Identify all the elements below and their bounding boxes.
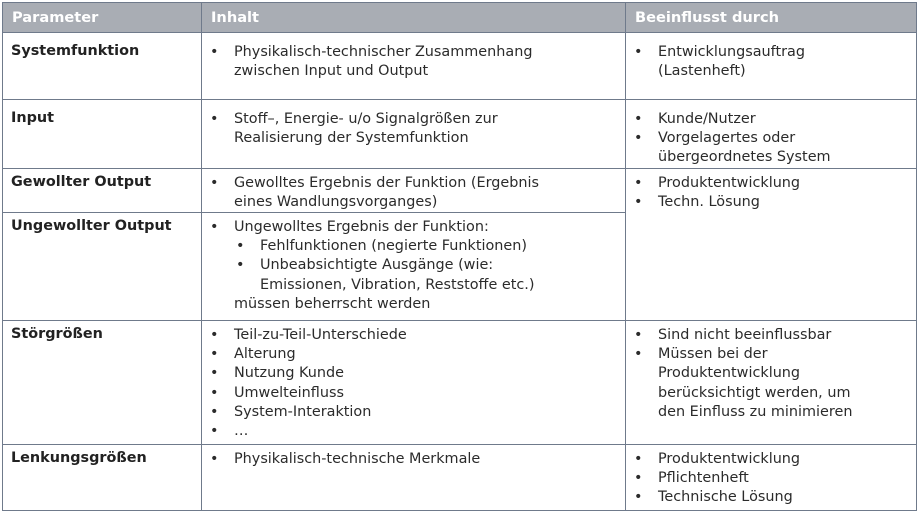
inhalt-cell [202, 213, 626, 321]
param-stoergroessen: Störgrößen [3, 321, 202, 445]
list-item: • Stoff–, Energie- u/o Signalgrößen zur Realisierung der Systemfunktion [208, 110, 617, 148]
header-row [3, 3, 917, 33]
list-item: • Ungewolltes Ergebnis der Funktion: • Fehlfunktionen (negierte Funktionen) • Unbeabsichtigte Ausgänge (wie: Emissionen, Vibration, Reststoffe etc.) müssen beherrscht werden [208, 218, 617, 314]
list-item: • Pflichtenheft [632, 469, 908, 488]
sub-list-item: • Unbeabsichtigte Ausgänge (wie: Emissionen, Vibration, Reststoffe etc.) [234, 256, 617, 294]
list-item: • Physikalisch-technische Merkmale [208, 450, 617, 469]
inhalt-cell [202, 33, 626, 100]
list-item: • Produktentwicklung [632, 174, 908, 193]
list-item: • … [208, 422, 617, 441]
list-item: • Gewolltes Ergebnis der Funktion (Ergebnis eines Wandlungsvorganges) [208, 174, 617, 212]
beeinflusst-cell [626, 321, 917, 445]
list-item: • Kunde/Nutzer [632, 110, 908, 129]
list-item: • Nutzung Kunde [208, 364, 617, 383]
inhalt-cell [202, 168, 626, 212]
list-item: • Alterung [208, 345, 617, 364]
list-item: • Müssen bei der Produktentwicklung berücksichtigt werden, um den Einfluss zu minimieren [632, 345, 908, 422]
header-parameter: Parameter [3, 3, 202, 33]
sub-list-item: • Fehlfunktionen (negierte Funktionen) [234, 237, 617, 256]
inhalt-cell [202, 445, 626, 511]
table-row [3, 445, 917, 511]
param-input: Input [3, 100, 202, 169]
table-row [3, 100, 917, 169]
list-item: • Umwelteinfluss [208, 384, 617, 403]
list-item: • Technische Lösung [632, 488, 908, 507]
table-row [3, 321, 917, 445]
inhalt-cell [202, 321, 626, 445]
header-beeinflusst: Beeinflusst durch [626, 3, 917, 33]
param-gewollter-output: Gewollter Output [3, 168, 202, 212]
beeinflusst-cell [626, 100, 917, 169]
param-lenkungsgroessen: Lenkungsgrößen [3, 445, 202, 511]
list-item: • Produktentwicklung [632, 450, 908, 469]
param-systemfunktion: Systemfunktion [3, 33, 202, 100]
table-row [3, 168, 917, 212]
list-item: • Sind nicht beeinflussbar [632, 326, 908, 345]
list-item: • Vorgelagertes oder übergeordnetes System [632, 129, 908, 167]
list-item: • System-Interaktion [208, 403, 617, 422]
beeinflusst-cell [626, 168, 917, 320]
list-item: • Techn. Lösung [632, 193, 908, 212]
table-row [3, 33, 917, 100]
param-ungewollter-output: Ungewollter Output [3, 213, 202, 321]
list-item: • Physikalisch-technischer Zusammenhang zwischen Input und Output [208, 43, 617, 81]
list-item: • Teil-zu-Teil-Unterschiede [208, 326, 617, 345]
parameter-table [2, 2, 917, 511]
beeinflusst-cell [626, 445, 917, 511]
beeinflusst-cell [626, 33, 917, 100]
inhalt-cell [202, 100, 626, 169]
header-inhalt: Inhalt [202, 3, 626, 33]
list-item: • Entwicklungsauftrag (Lastenheft) [632, 43, 908, 81]
